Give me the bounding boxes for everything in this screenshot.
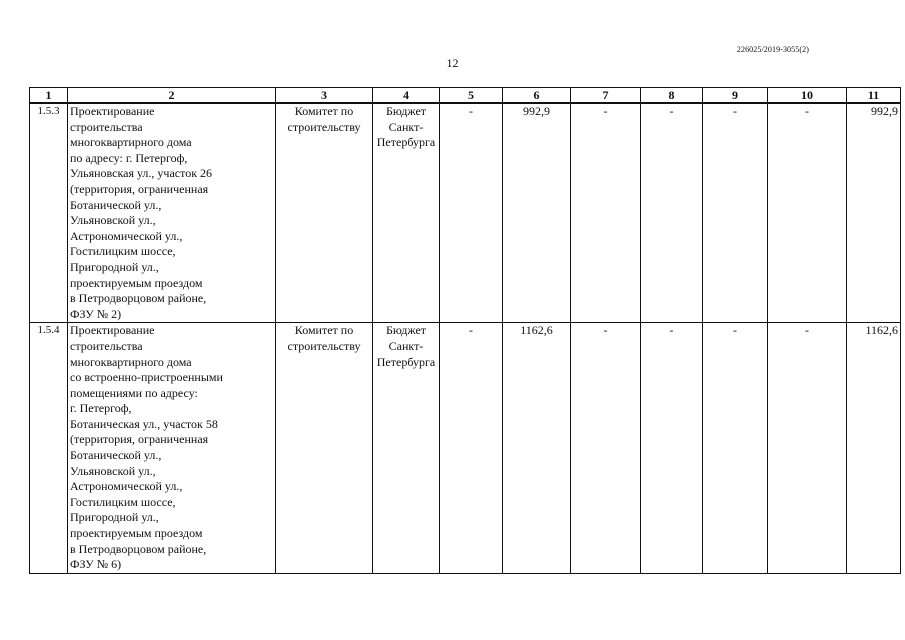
column-header-7: 7 (571, 88, 641, 104)
column-header-3: 3 (276, 88, 373, 104)
project-name-line: строительства (70, 338, 143, 353)
table-row (30, 323, 901, 574)
column-header-5: 5 (440, 88, 503, 104)
funding-source-line: Санкт- (388, 119, 424, 134)
cell-col5: - (440, 323, 503, 574)
cell-col7: - (571, 103, 641, 323)
project-name-line: Пригородной ул., (70, 510, 159, 525)
project-name-line: помещениями по адресу: (70, 385, 198, 400)
data-table (29, 87, 901, 574)
project-name-line: Пригородной ул., (70, 259, 159, 274)
project-name (68, 103, 276, 323)
funding-source-line: Петербурга (376, 354, 436, 369)
cell-col9: - (703, 103, 768, 323)
project-name-line: Проектирование (70, 323, 155, 338)
column-header-8: 8 (641, 88, 703, 104)
column-header-11: 11 (847, 88, 901, 104)
funding-source-line: Бюджет (385, 323, 427, 338)
cell-col6: 992,9 (503, 103, 571, 323)
row-number: 1.5.3 (30, 103, 68, 323)
executor (276, 103, 373, 323)
executor-line: строительству (287, 119, 361, 134)
cell-col8: - (641, 323, 703, 574)
column-header-1: 1 (30, 88, 68, 104)
page-number: 12 (446, 56, 459, 70)
funding-source (373, 103, 440, 323)
project-name-line: строительства (70, 119, 143, 134)
funding-source-line: Санкт- (388, 338, 424, 353)
funding-source-line: Бюджет (385, 104, 427, 118)
cell-col10: - (768, 103, 847, 323)
column-header-6: 6 (503, 88, 571, 104)
project-name-line: Астрономической ул., (70, 228, 183, 243)
table-header-row (30, 88, 901, 104)
project-name-line: г. Петергоф, (70, 401, 132, 416)
project-name-line: Астрономической ул., (70, 479, 183, 494)
project-name-line: по адресу: г. Петергоф, (70, 150, 188, 165)
project-name-line: многоквартирного дома (70, 135, 192, 150)
project-name-line: в Петродворцовом районе, (70, 291, 207, 306)
project-name-line: Ульяновской ул., (70, 213, 156, 228)
table-row (30, 103, 901, 323)
project-name-line: Ульяновская ул., участок 26 (70, 166, 213, 181)
executor-line: Комитет по (294, 104, 354, 118)
project-name-line: Ботаническая ул., участок 58 (70, 416, 218, 431)
executor-line: строительству (287, 338, 361, 353)
project-name-line: Ботанической ул., (70, 448, 162, 463)
column-header-2: 2 (68, 88, 276, 104)
project-name-line: Гостилицким шоссе, (70, 494, 176, 509)
cell-col8: - (641, 103, 703, 323)
project-name-line: ФЗУ № 2) (70, 306, 122, 321)
cell-col9: - (703, 323, 768, 574)
project-name-line: многоквартирного дома (70, 354, 192, 369)
cell-col5: - (440, 103, 503, 323)
project-name (68, 323, 276, 574)
project-name-line: в Петродворцовом районе, (70, 541, 207, 556)
project-name-line: (территория, ограниченная (70, 181, 209, 196)
funding-source-line: Петербурга (376, 135, 436, 150)
project-name-line: Ульяновской ул., (70, 463, 156, 478)
executor (276, 323, 373, 574)
project-name-line: проектируемым проездом (70, 526, 203, 541)
funding-source (373, 323, 440, 574)
cell-col11: 1162,6 (847, 323, 901, 574)
executor-line: Комитет по (294, 323, 354, 338)
cell-col6: 1162,6 (503, 323, 571, 574)
project-name-line: Гостилицким шоссе, (70, 244, 176, 259)
project-name-line: проектируемым проездом (70, 275, 203, 290)
column-header-4: 4 (373, 88, 440, 104)
row-number: 1.5.4 (30, 323, 68, 574)
column-header-10: 10 (768, 88, 847, 104)
document-id: 226025/2019-3055(2) (736, 45, 809, 54)
project-name-line: Ботанической ул., (70, 197, 162, 212)
cell-col11: 992,9 (847, 103, 901, 323)
project-name-line: ФЗУ № 6) (70, 557, 122, 572)
column-header-9: 9 (703, 88, 768, 104)
cell-col10: - (768, 323, 847, 574)
project-name-line: Проектирование (70, 104, 155, 118)
cell-col7: - (571, 323, 641, 574)
project-name-line: (территория, ограниченная (70, 432, 209, 447)
project-name-line: со встроенно-пристроенными (70, 370, 223, 385)
